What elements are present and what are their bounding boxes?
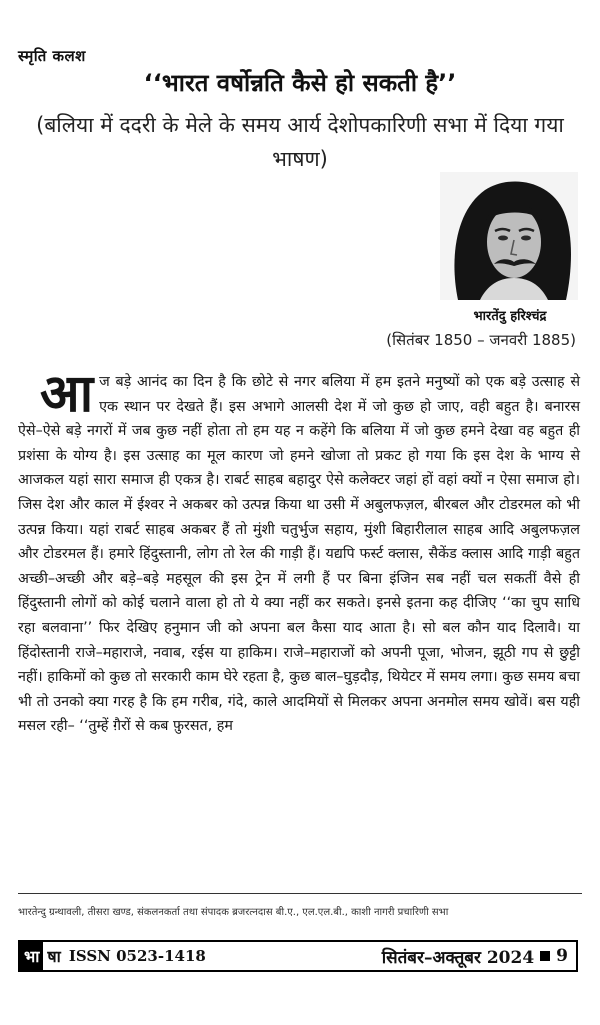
article-title: ‘‘भारत वर्षोन्नति कैसे हो सकती है’’: [143, 69, 457, 97]
square-bullet-icon: [540, 951, 550, 961]
bhasha-logo: [20, 942, 65, 970]
portrait-caption-dates: (सितंबर 1850 – जनवरी 1885): [386, 331, 576, 349]
portrait-illustration: [440, 172, 578, 300]
article-body-text: ज बड़े आनंद का दिन है कि छोटे से नगर बलिया में हम इतने मनुष्यों को एक बड़े उत्साह से एक स्थान पर देखते हैं। इस अभागे आलसी देश में जो कुछ हो जाए, वही बहुत है। बनारस ऐसे–ऐसे बड़े नगरों में जब कुछ नहीं होता तो हम यह न कहेंगे कि बलिया में जो कुछ हमने देखा वह बहुत ही प्रशंसा के योग्य है। इस उत्साह का मूल कारण जो हमने खोजा तो प्रकट हो गया कि इस देश के भाग्य से आजकल यहां सारा समाज ही एकत्र है। राबर्ट साहब बहादुर ऐसे कलेक्टर जहां हों वहां क्यों न ऐसा समाज हो। जिस देश और काल में ईश्वर ने अकबर को उत्पन्न किया था उसी में अबुलफज़ल, बीरबल और टोडरमल को भी उत्पन्न किया। यहां राबर्ट साहब अकबर हैं तो मुंशी चतुर्भुज सहाय, मुंशी बिहारीलाल साहब आदि अबुलफज़ल और टोडरमल हैं। हमारे हिंदुस्तानी, लोग तो रेल की गाड़ी हैं। यद्यपि फर्स्ट क्लास, सैकेंड क्लास आदि गाड़ी बहुत अच्छी–अच्छी और बड़े–बड़े महसूल की इस ट्रेन में लगी हैं पर बिना इंजिन सब नहीं चल सकतीं वैसे ही हिंदुस्तानी लोगों को कोई चलाने वाला हो तो ये क्या नहीं कर सकते। इनसे इतना कह दीजिए ‘‘का चुप साधि रहा बलवाना’’ फिर देखिए हनुमान जी को अपना बल कैसा याद आता है। सो बल कौन याद दिलावै। या हिंदोस्तानी राजे–महाराजे, नवाब, रईस या हाकिम। राजे–महाराजों को अपनी पूजा, भोजन, झूठी गप से छुट्टी नहीं। हाकिमों को कुछ तो सरकारी काम घेरे रहता है, कुछ बाल–घुड़दौड़, थियेटर में समय लगा। कुछ समय बचा भी तो उनको क्या गरह है कि हम गरीब, गंदे, काले आदमियों से मिलकर अपना अनमोल समय खोवें। बस यही मसल रही– ‘‘तुम्हें ग़ैरों से कब फ़ुरसत, हम: [18, 374, 580, 735]
footnote-divider: [18, 893, 582, 894]
article-body: [18, 364, 580, 739]
drop-cap: आ: [40, 364, 94, 424]
page-footer: [18, 940, 578, 972]
issn-number: ISSN 0523-1418: [68, 947, 206, 965]
footer-right: [382, 945, 568, 968]
logo-box: भा: [20, 942, 43, 970]
portrait-caption-name: भारतेंदु हरिश्चंद्र: [473, 309, 547, 324]
issue-date: सितंबर–अक्तूबर 2024: [381, 947, 535, 968]
author-portrait: [440, 172, 578, 300]
logo-rest: षा: [47, 947, 61, 966]
footer-left: [20, 942, 206, 970]
article-subtitle: (बलिया में ददरी के मेले के समय आर्य देशोपकारिणी सभा में दिया गया भाषण): [36, 113, 564, 171]
section-label: स्मृति कलश: [18, 47, 86, 65]
footnote: भारतेन्दु ग्रन्थावली, तीसरा खण्ड, संकलनकर्ता तथा संपादक ब्रजरत्नदास बी.ए., एल.एल.बी., काशी नागरी प्रचारिणी सभा: [18, 907, 449, 918]
page-number: 9: [556, 946, 568, 966]
